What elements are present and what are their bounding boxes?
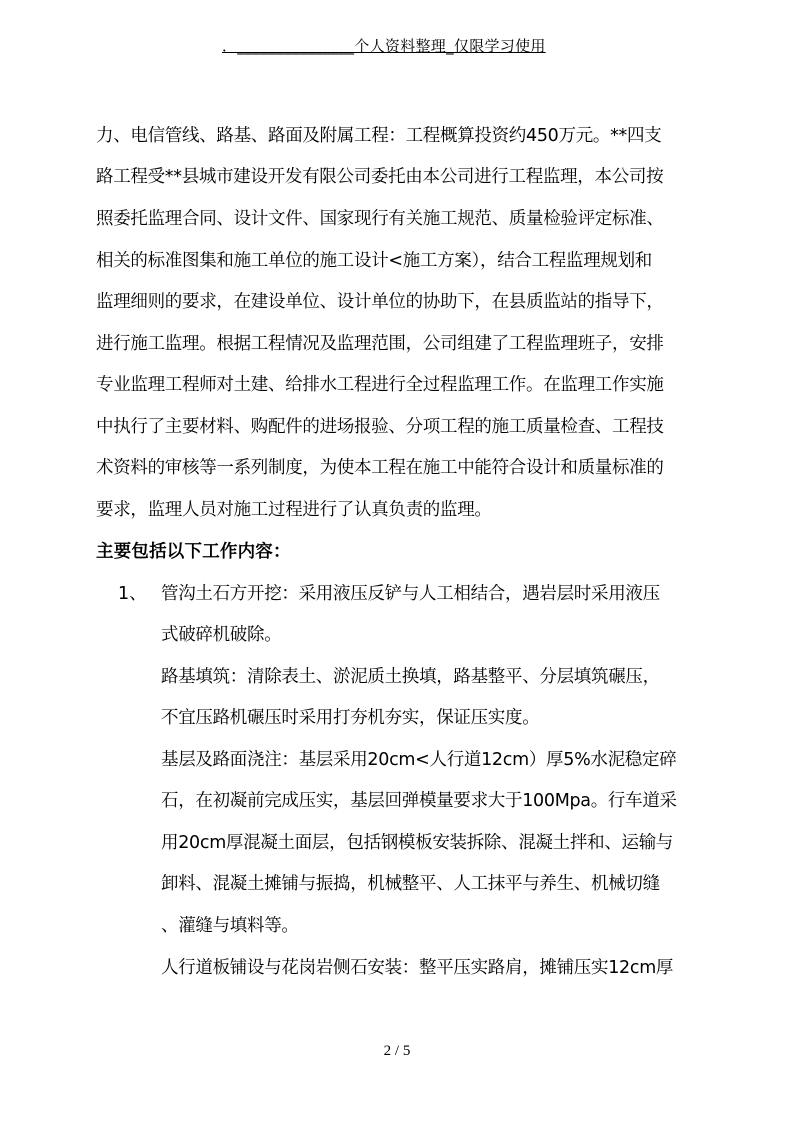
paragraph-line: 专业监理工程师对土建、给排水工程进行全过程监理工作。在监理工作实施	[96, 375, 664, 395]
list-line: 管沟土石方开挖：采用液压反铲与人工相结合，遇岩层时采用液压	[161, 584, 660, 604]
paragraph-line: 路工程受**县城市建设开发有限公司委托由本公司进行工程监理，本公司按	[96, 167, 664, 187]
list-line: 不宜压路机碾压时采用打夯机夯实，保证压实度。	[161, 708, 540, 728]
paragraph-line: 照委托监理合同、设计文件、国家现行有关施工规范、质量检验评定标准、	[96, 209, 664, 229]
list-line: 、灌缝与填料等。	[161, 916, 299, 936]
paragraph-line: 要求，监理人员对施工过程进行了认真负责的监理。	[96, 500, 492, 520]
list-line: 人行道板铺设与花岗岩侧石安装：整平压实路肩，摊铺压实12cm厚	[161, 958, 674, 978]
list-line: 基层及路面浇注：基层采用20cm<人行道12cm）厚5%水泥稳定碎	[161, 750, 677, 770]
paragraph-line: 力、电信管线、路基、路面及附属工程：工程概算投资约450万元。**四支	[96, 126, 662, 146]
header-text: ．_______________个人资料整理_仅限学习使用	[222, 37, 546, 55]
list-line: 石，在初凝前完成压实，基层回弹模量要求大于100Mpa。行车道采	[161, 791, 677, 811]
paragraph-line: 术资料的审核等一系列制度，为使本工程在施工中能符合设计和质量标准的	[96, 458, 664, 478]
list-line: 卸料、混凝土摊铺与振捣，机械整平、人工抹平与养生、机械切缝	[161, 874, 660, 894]
list-line: 用20cm厚混凝土面层，包括钢模板安装拆除、混凝土拌和、运输与	[161, 833, 674, 853]
paragraph-line: 监理细则的要求，在建设单位、设计单位的协助下，在县质监站的指导下，	[96, 292, 664, 312]
paragraph-line: 进行施工监理。根据工程情况及监理范围，公司组建了工程监理班子，安排	[96, 334, 664, 354]
paragraph-line: 相关的标准图集和施工单位的施工设计<施工方案），结合工程监理规划和	[96, 251, 653, 271]
section-heading: 主要包括以下工作内容：	[96, 542, 291, 562]
list-number: 1、	[118, 584, 147, 604]
page-number: 2 / 5	[383, 1043, 411, 1059]
paragraph-line: 中执行了主要材料、购配件的进场报验、分项工程的施工质量检查、工程技	[96, 417, 664, 437]
page-header	[0, 36, 794, 58]
list-line: 路基填筑：清除表土、淤泥质土换填，路基整平、分层填筑碾压，	[161, 667, 660, 687]
list-line: 式破碎机破除。	[161, 625, 282, 645]
